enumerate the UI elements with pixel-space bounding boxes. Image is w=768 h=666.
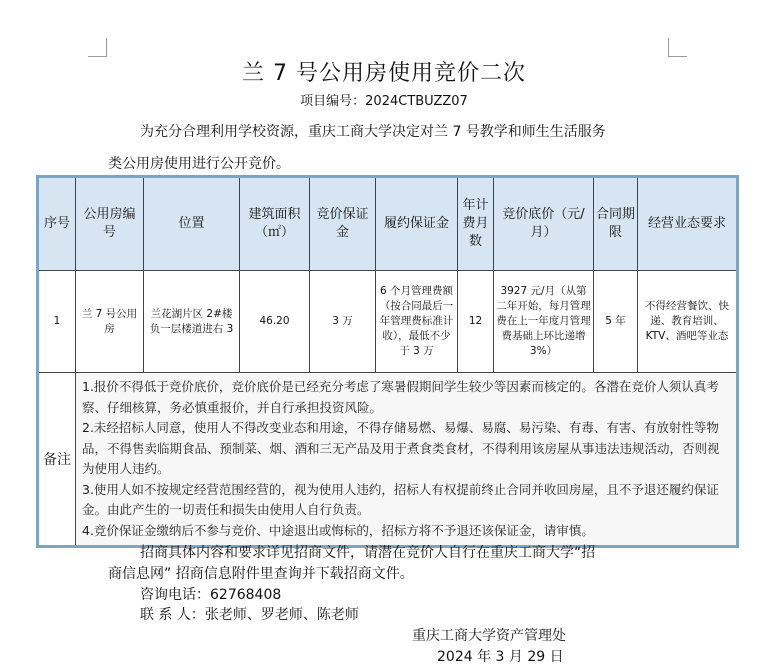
bidding-table (36, 175, 739, 548)
cell-business-requirement: 不得经营餐饮、快递、教育培训、KTV、酒吧等业态 (638, 271, 738, 373)
note-item: 4.竞价保证金缴纳后不参与竞价、中途退出或悔标的，招标方将不予退还该保证金，请审慎。 (82, 522, 594, 538)
cell-room-no: 兰 7 号公用房 (76, 271, 144, 373)
contact-persons: 联 系 人：张老师、罗老师、陈老师 (140, 607, 359, 623)
header-billing-months: 年计费月数 (458, 177, 494, 271)
cell-contract-term: 5 年 (594, 271, 638, 373)
header-contract-term: 合同期限 (594, 177, 638, 271)
note-item: 1.报价不得低于竞价底价，竞价底价是已经充分考虑了寒暑假期间学生较少等因素而核定的。各潜在竞价人须认真考察、仔细核算，务必慎重报价，并自行承担投资风险。 (82, 379, 719, 415)
table-row (38, 271, 738, 373)
intro-line-1: 为充分合理利用学校资源，重庆工商大学决定对兰 7 号教学和师生生活服务 (140, 124, 606, 140)
cell-performance-deposit: 6 个月管理费额（按合同最后一年管理费标准计收），最低不少于 3 万 (376, 271, 458, 373)
document-title: 兰 7 号公用房使用竞价二次 (242, 61, 526, 86)
project-number: 项目编号：2024CTBUZZ07 (300, 94, 468, 109)
footer-line-2: 商信息网” 招商信息附件里查询并下载招商文件。 (108, 566, 414, 582)
crop-mark-top-right (668, 38, 687, 57)
cell-location: 兰花湖片区 2#楼负一层楼道进右 3 (144, 271, 240, 373)
notes-label: 备注 (38, 373, 76, 547)
cell-area: 46.20 (240, 271, 310, 373)
footer-line-1: 招商具体内容和要求详见招商文件，请潜在竞价人自行在重庆工商大学“招 (140, 545, 596, 561)
header-bid-deposit: 竞价保证金 (310, 177, 376, 271)
intro-line-2: 类公用房使用进行公开竞价。 (108, 156, 290, 172)
issuing-organization: 重庆工商大学资产管理处 (412, 628, 566, 644)
header-location: 位置 (144, 177, 240, 271)
header-reserve-price: 竞价底价（元/月） (494, 177, 594, 271)
header-index: 序号 (38, 177, 76, 271)
contact-phone: 咨询电话：62768408 (140, 587, 282, 603)
note-item: 2.未经招标人同意，使用人不得改变业态和用途，不得存储易燃、易爆、易腐、易污染、有毒、有害、有放射性等物品，不得售卖临期食品、预制菜、烟、酒和三无产品及用于煮食类食材，不得利用该房屋从事违法违规活动，否则视为使用人违约。 (82, 420, 720, 476)
cell-index: 1 (38, 271, 76, 373)
header-performance-deposit: 履约保证金 (376, 177, 458, 271)
crop-mark-top-left (88, 38, 107, 57)
notes-content (76, 373, 738, 547)
issue-date: 2024 年 3 月 29 日 (437, 649, 564, 665)
cell-reserve-price: 3927 元/月（从第二年开始，每月管理费在上一年度月管理费基础上环比递增 3%） (494, 271, 594, 373)
header-business-requirement: 经营业态要求 (638, 177, 738, 271)
cell-billing-months: 12 (458, 271, 494, 373)
cell-bid-deposit: 3 万 (310, 271, 376, 373)
note-item: 3.使用人如不按规定经营范围经营的，视为使用人违约，招标人有权提前终止合同并收回房屋，且不予退还履约保证金。由此产生的一切责任和损失由使用人自行负责。 (82, 481, 719, 517)
header-area: 建筑面积（㎡） (240, 177, 310, 271)
header-room-no: 公用房编号 (76, 177, 144, 271)
